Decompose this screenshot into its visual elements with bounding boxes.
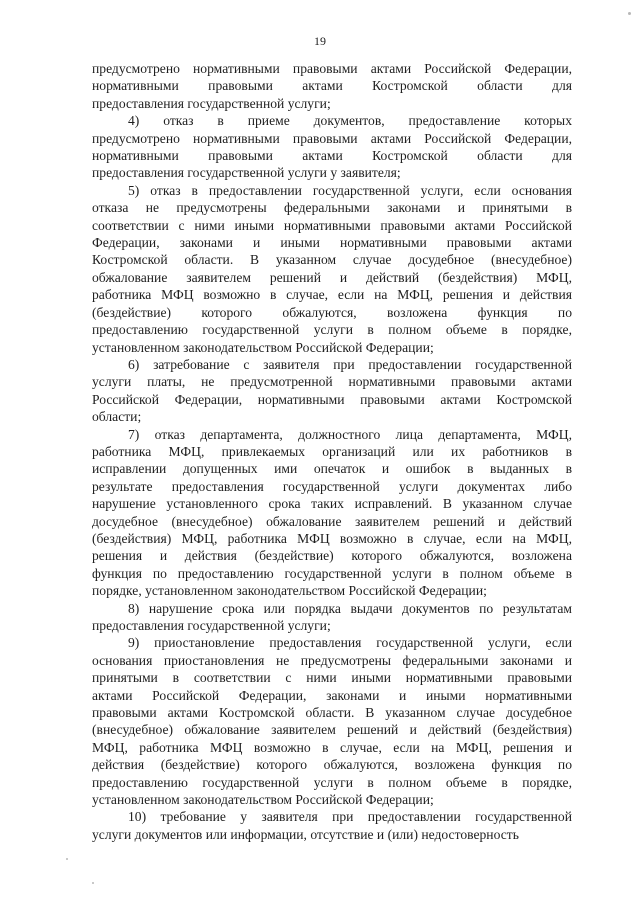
scan-mark-top-right: [628, 12, 631, 15]
text-line: услуги документов или информации, отсутствие и (или) недостоверность: [92, 826, 519, 842]
text-line: результате предоставления государственной услуги документах либо: [92, 478, 572, 494]
text-line: установленном законодательством Российской Федерации;: [92, 792, 434, 808]
text-line: принятыми в соответствии с ними иными нормативными правовыми: [92, 670, 572, 686]
paragraph: [92, 600, 572, 635]
text-line: 8) нарушение срока или порядка выдачи документов по результатам: [128, 600, 572, 616]
text-line: 10) требование у заявителя при предоставлении государственной: [128, 809, 572, 825]
text-line: услуги платы, не предусмотренной нормативными правовыми актами: [92, 374, 572, 390]
text-line: функция по предоставлению государственной услуги в полном объеме в: [92, 565, 572, 581]
text-line: Федерации, законами и иными нормативными правовыми актами: [92, 235, 572, 251]
text-line: 6) затребование с заявителя при предоставлении государственной: [128, 356, 572, 372]
paragraph: [92, 426, 572, 600]
text-line: нормативными правовыми актами Костромской области для: [92, 78, 572, 94]
text-line: предоставлению государственной услуги в полном объеме в порядке,: [92, 322, 572, 338]
text-line: работника МФЦ возможно в случае, если на МФЦ, решения и действия: [92, 287, 572, 303]
text-line: (бездействие) которого обжалуются, возложена функция по: [92, 304, 572, 320]
text-line: Российской Федерации, нормативными правовыми актами Костромской: [92, 391, 572, 407]
text-line: предоставления государственной услуги;: [92, 618, 331, 633]
text-line: 7) отказ департамента, должностного лица департамента, МФЦ,: [128, 426, 572, 442]
text-line: области;: [92, 409, 142, 425]
text-line: предоставления государственной услуги;: [92, 95, 331, 111]
text-line: 4) отказ в приеме документов, предоставление которых: [128, 113, 572, 129]
text-line: предусмотрено нормативными правовыми актами Российской Федерации,: [92, 61, 572, 76]
text-line: нарушение установленного срока таких исправлений. В указанном случае: [92, 496, 572, 512]
text-line: решения и действия (бездействие) которого обжалуются, возложена: [92, 548, 572, 564]
paragraph: [92, 182, 572, 356]
text-line: основания приостановления не предусмотрены федеральными законами и: [92, 652, 572, 668]
text-line: исправлении допущенных ими опечаток и ошибок в выданных в: [92, 461, 572, 477]
text-line: установленном законодательством Российской Федерации;: [92, 339, 434, 355]
text-line: Костромской области. В указанном случае досудебное (внесудебное): [92, 252, 572, 268]
text-line: МФЦ, работника МФЦ возможно в случае, если на МФЦ, решения и: [92, 739, 572, 755]
text-line: 5) отказ в предоставлении государственной услуги, если основания: [128, 182, 572, 198]
text-line: правовыми актами Костромской области. В указанном случае досудебное: [92, 705, 572, 721]
text-line: соответствии с ними иными нормативными правовыми актами Российской: [92, 217, 572, 233]
text-line: актами Российской Федерации, законами и иными нормативными: [92, 687, 572, 703]
paragraph: [92, 356, 572, 426]
text-line: предусмотрено нормативными правовыми актами Российской Федерации,: [92, 130, 572, 146]
text-line: предоставления государственной услуги у заявителя;: [92, 165, 401, 181]
paragraph: [92, 60, 572, 112]
text-line: досудебное (внесудебное) обжалование заявителем решений и действий: [92, 513, 572, 529]
text-line: отказа не предусмотрены федеральными законами и принятыми в: [92, 200, 572, 216]
paragraph: [92, 112, 572, 182]
text-line: порядке, установленном законодательством Российской Федерации;: [92, 583, 487, 599]
paragraph: [92, 634, 572, 808]
text-line: (внесудебное) обжалование заявителем решений и действий (бездействия): [92, 722, 572, 738]
text-line: нормативными правовыми актами Костромской области для: [92, 148, 572, 164]
text-line: работника МФЦ, привлекаемых организаций или их работников в: [92, 443, 572, 459]
document-body: [92, 60, 572, 843]
text-line: (бездействия) МФЦ, работника МФЦ возможно в случае, если на МФЦ,: [92, 530, 572, 546]
page-number: 19: [314, 34, 326, 48]
text-line: 9) приостановление предоставления государственной услуги, если: [128, 635, 572, 651]
scan-mark-bottom-left: [66, 858, 68, 860]
text-line: обжалование заявителем решений и действий (бездействия) МФЦ,: [92, 269, 572, 285]
scan-mark-bottom-left-2: [92, 882, 94, 884]
text-line: действия (бездействие) которого обжалуются, возложена функция по: [92, 757, 572, 773]
paragraph: [92, 808, 572, 843]
text-line: предоставлению государственной услуги в полном объеме в порядке,: [92, 774, 572, 790]
